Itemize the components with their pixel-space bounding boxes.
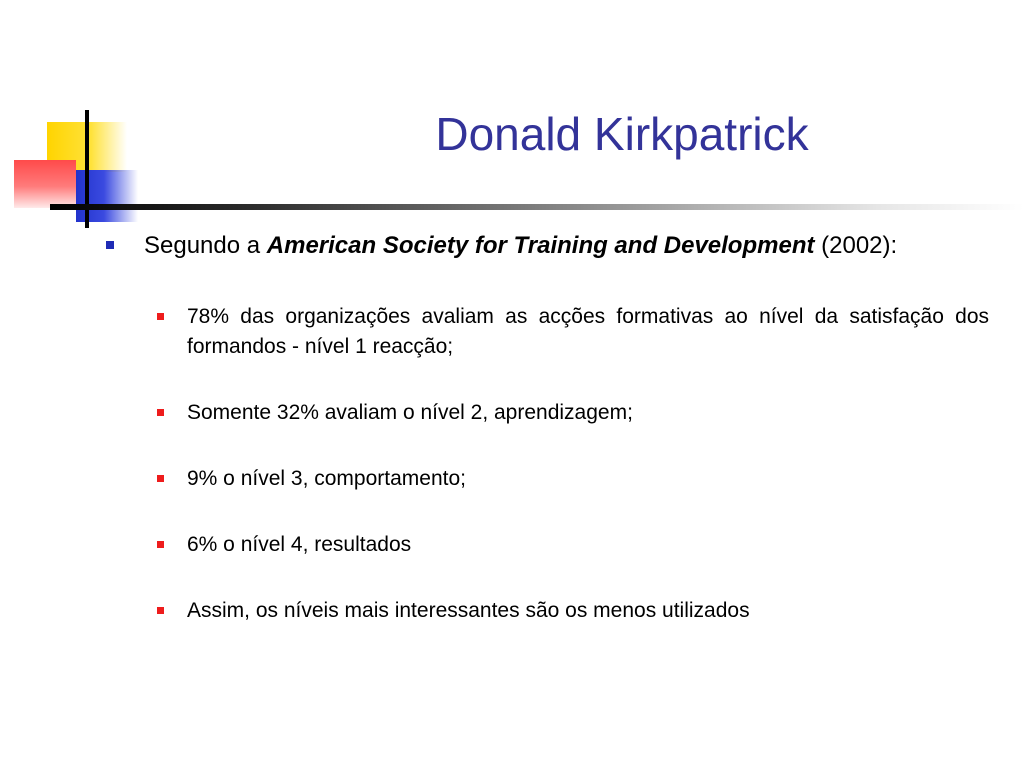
main-point-prefix: Segundo a [144,232,267,259]
sub-bullet-point [106,464,989,494]
red-square-bullet-icon [157,313,164,320]
main-point-emphasis: American Society for Training and Development [266,232,815,259]
sub-bullet-point [106,596,989,626]
slide-content [106,228,989,662]
sub-bullet-point [106,302,989,362]
sub-point-text: 6% o nível 4, resultados [187,533,412,556]
sub-point-text: Assim, os níveis mais interessantes são os menos utilizados [187,599,750,622]
main-point-suffix: (2002): [814,232,898,259]
main-bullet-point [106,228,989,264]
slide-title: Donald Kirkpatrick [435,108,809,160]
vertical-line-decoration [85,110,89,228]
title-underline [50,204,1024,210]
red-square-bullet-icon [157,475,164,482]
sub-bullet-list [106,302,989,626]
sub-bullet-point [106,530,989,560]
red-square-bullet-icon [157,607,164,614]
sub-point-text: Somente 32% avaliam o nível 2, aprendizagem; [187,401,633,424]
red-square-bullet-icon [157,541,164,548]
red-square-bullet-icon [157,409,164,416]
sub-point-text: 78% das organizações avaliam as acções formativas ao nível da satisfação dos formandos - nível 1 reacção; [187,305,989,358]
red-square-decoration [14,160,76,208]
sub-point-text: 9% o nível 3, comportamento; [187,467,466,490]
sub-bullet-point [106,398,989,428]
blue-square-bullet-icon [106,241,114,249]
